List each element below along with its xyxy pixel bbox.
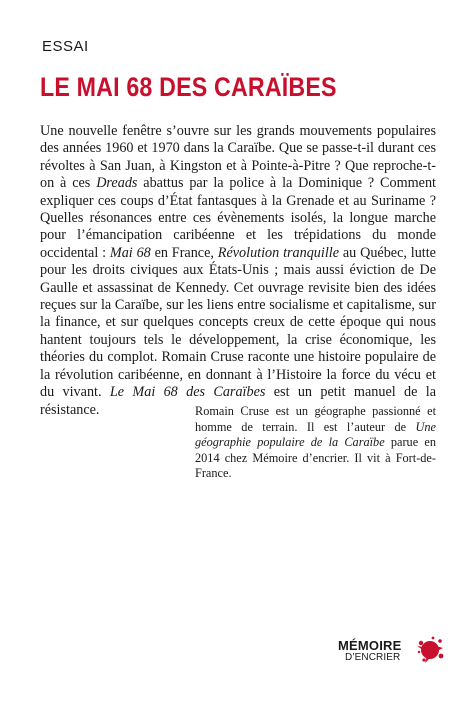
- blurb-italic: Mai 68: [109, 244, 151, 261]
- author-bio: [195, 404, 436, 482]
- bio-text: Romain Cruse est un géographe passionné et homme de terrain. Il est l’auteur de: [195, 404, 436, 434]
- ink-splash-icon: [415, 635, 445, 665]
- blurb-text: Une nouvelle fenêtre s’ouvre sur les grands mouvements populaires des années 1960 et 1970 dans la Caraïbe. Que se passe-t-il durant ces révoltes à San Juan, à Kingston et à Pointe-à-Pitre ? Que reproche-t-on à ces: [40, 123, 436, 192]
- blurb-paragraph: [40, 123, 436, 419]
- publisher-name-line1: MÉMOIRE: [338, 638, 402, 653]
- blurb-italic: Révolution tranquille: [217, 244, 340, 261]
- publisher-name-line2: D’ENCRIER: [345, 652, 401, 663]
- blurb-text: est un petit manuel de la résistance.: [40, 384, 436, 418]
- blurb-text: en France,: [150, 244, 218, 261]
- section-label: ESSAI: [42, 38, 89, 55]
- blurb-text: au Québec, lutte pour les droits civiques aux États-Unis ; mais aussi éviction de De Gaulle et assassinat de Kennedy. Cet ouvrage revisite bien des idées reçues sur la Caraïbe, sur les liens entre socialisme et capitalisme, sur la finance, et sur quelques concepts creux de cette époque qui nous hantent toujours tels le développement, la crise économique, les théories du complot. Romain Cruse raconte une histoire populaire de la révolution caribéenne, en donnant à l’Histoire la force du vécu et du vivant.: [40, 244, 436, 401]
- bio-text: parue en 2014 chez Mémoire d’encrier. Il vit à Fort-de-France.: [195, 435, 436, 480]
- bio-italic: Une géographie populaire de la Caraïbe: [195, 419, 436, 449]
- blurb-italic: Dreads: [96, 175, 138, 192]
- bio-paragraph: [195, 404, 436, 482]
- blurb-italic: Le Mai 68 des Caraïbes: [109, 384, 266, 401]
- back-cover-blurb: [40, 123, 436, 419]
- publisher-logo: [338, 635, 448, 675]
- blurb-text: abattus par la police à la Dominique ? Comment expliquer ces coups d’État fantasques à la Grenade et au Suriname ? Quelles résonances entre ces évènements isolés, la longue marche pour l’émancipation caribéenne et les trépidations du monde occidental :: [40, 175, 436, 261]
- book-title: LE MAI 68 DES CARAÏBES: [40, 72, 337, 102]
